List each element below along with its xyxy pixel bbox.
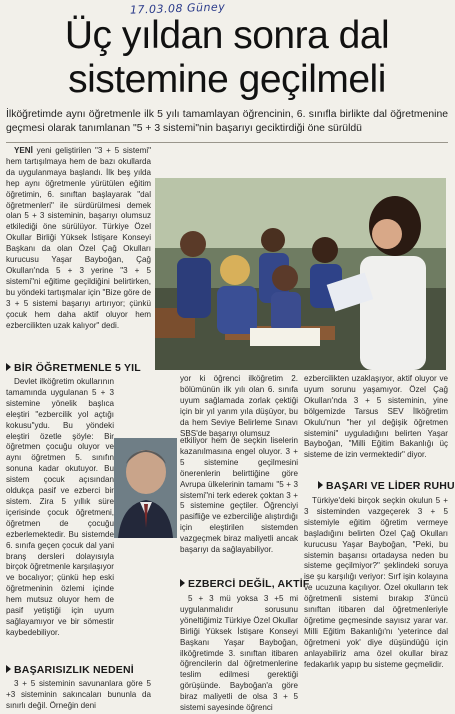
portrait-photo [114, 438, 177, 538]
handwritten-date-note: 17.03.08 Güney [129, 0, 226, 17]
section-3-text: Türkiye'deki birçok seçkin okulun 5 + 3 sisteminden vazgeçerek 3 + 5 sistemiyle eğitim öğretim vermeye başladığını belirten Özel Çağ Okulları kurucusu Yaşar Bayboğan, "Peki, bu sistemin başarısı ortadaysa neden bu sisteme geçilmiyor?" şeklindeki soruya ise şu karşılığı veriyor: Sırf işin kolayına ve ucuzuna kaçılıyor. Özel okulların tek öğretmenli sistemi bırakıp 3'üncü sınıftan itibaren dal öğretmenleriyle öğretime geçmesinde sayısız yarar var. Milli Eğitim Bakanlığı'nı 'yeterince dal öğretmeni yok' diye düşündüğü için anlayabiliriz ama özel okullar biraz fedakarlık yapıp bu sisteme geçmelidir. [304, 496, 448, 669]
column-2-top [180, 374, 298, 436]
column-2-section-2 [180, 594, 298, 713]
section-1-text: Devlet ilköğretim okullarının tamamında uygulanan 5 + 3 sistemine yönelik başlıca eleştiri "ezbercilik yol açtığı kokusu"ydu. Bu yöndeki eleştiri özetle şöyle: Bir öğretmen çocuğu oluyor ve aynı öğretmen 5. sınıfın sonuna kadar okutuyor. Bu sistem çocuk açısından oldukça pasif ve ezberci bir sistem. Zira 5 yıllık süre içerisinde çocuk öğretmeni, öğretmen de çocuğu ezberlemektedir. Bu sistemde 6. sınıfa geçen çocuk dal yani branş dersleri dolayısıyla birçok öğretmenle karşılaşıyor ve bocalıyor; çünkü hep eski öğretmeninin özlemi içinde hem mutsuz oluyor hem de pasif yetiştiği için uyum sağlayamıyor ve bir sömestir kaybedebiliyor. [6, 377, 114, 637]
section-4-text: 3 + 5 sisteminin savunanlara göre 5 +3 sisteminin sakıncaları bununla da sınırlı değil. Örneğin deni [6, 679, 151, 710]
column-2-mid [180, 436, 298, 566]
column-2-mid-text: etkiliyor hem de seçkin liselerin kazanılmasına engel oluyor. 3 + 5 sistemine geçilmesini önerenlerin belirttiğine göre Avrupa ülkelerinin tamamı "5 + 3 sistemi"ni terk ederek çoktan 3 + 5 sistemine geçtiler. Öğrenciyi pasifliğe ve ezberciliğe alıştırdığı için eleştirilen sistemden vazgeçmek biraz maliyetli ancak başarıyı da sağlayabiliyor. [180, 436, 298, 555]
intro-text: yeni geliştirilen "3 + 5 sistemi" hem tartışılmaya hem de bazı okullarda da uygulanmaya başlandı. İlk beş yılda hep aynı öğretmenle yürütülen eğitim öğretimin, 6. sınıftan başlayarak "dal öğretmenleri" ile sürdürülmesi demek olan 5 + 3 sisteminin, başarıyı olumsuz etkilediği öne sürülüyor. Türkiye Özel Okullar Birliği Yüksek İstişare Konseyi Başkanı da olan Özel Çağ Okulları kurucusu Yaşar Bayboğan, Çağ Okulları'nda 5 + 3 yerine "3 + 5 sistemi"ni eğitime geçildiğini belirtirken, bu yöndeki tartışmalar için "Bize göre de 3 + 5 sistemi başarıyı artırıyor; çünkü çocuk hem daha aktif oluyor hem ezbercilikten uzak kalıyor" dedi. [6, 146, 151, 330]
subhead-ezberci-degil: EZBERCİ DEĞİL, AKTİF [180, 578, 309, 590]
column-1-section-1 [6, 377, 114, 637]
column-3-top-text: ezbercilikten uzaklaşıyor, aktif oluyor ve uyum sorunu yaşamıyor. Özel Çağ Okulları'nda 3 + 5 sisteminin, yine bölgemizde Tarsus SEV İlköğretim Okulu'nun "her yıl değişik öğretmen sistemini" uyguladığını belirten Yaşar Bayboğan, "Milli Eğitim Bakanlığı üç sisteme de izin vermektedir" diyor. [304, 374, 448, 460]
subhead-basari-ve-lider: BAŞARI VE LİDER RUHU [318, 480, 455, 492]
divider-rule [6, 142, 448, 143]
column-1-section-4 [6, 679, 151, 710]
section-2-text: 5 + 3 mü yoksa 3 +5 mi uygulanmalıdır sorusunu yöneltiğimiz Türkiye Özel Okullar Birliği Yüksek İstişare Konseyi Başkanı Yaşar Bayboğan, ilköğretimde 3. sınıftan itibaren öğrencilerin dal öğretmenlerine teslim edilmesi gerektiği görüşünde. Bayboğan'a göre biraz maliyetli de olsa 3 + 5 sistemi sayesinde öğrenci [180, 594, 298, 713]
subhead-bir-ogretmenle: BİR ÖĞRETMENLE 5 YIL [6, 362, 141, 374]
intro-lead-word: YENİ [14, 146, 33, 155]
intro-paragraph [6, 146, 151, 331]
headline-line-2: sistemine geçilmeli [68, 58, 386, 101]
subhead-basarisizlik: BAŞARISIZLIK NEDENİ [6, 664, 134, 676]
classroom-photo-drawing [155, 178, 446, 370]
classroom-photo [155, 178, 446, 370]
headline-line-1: Üç yıldan sonra dal [64, 14, 390, 57]
column-2-top-text: yor ki öğrenci ilköğretim 2. bölümünün ilk yılı olan 6. sınıfa uyum sağlamada zorlak çektiği için bir yıl yarım yıla düşüyor, bu da hem Seviye Belirleme Sınavı SBS'de başarıyı olumsuz [180, 374, 298, 438]
column-3-section-3 [304, 496, 448, 700]
headline [0, 14, 454, 102]
column-3-top [304, 374, 448, 470]
portrait-photo-drawing [114, 438, 177, 538]
lede-paragraph: İlköğretimde aynı öğretmenle ilk 5 yılı tamamlayan öğrencinin, 6. sınıfla birlikte dal öğretmenine geçmesi olarak tanımlanan "5 + 3 sistemi"nin başarıyı geciktirdiği öne sürüldü [6, 109, 448, 134]
column-1-intro [6, 146, 151, 360]
